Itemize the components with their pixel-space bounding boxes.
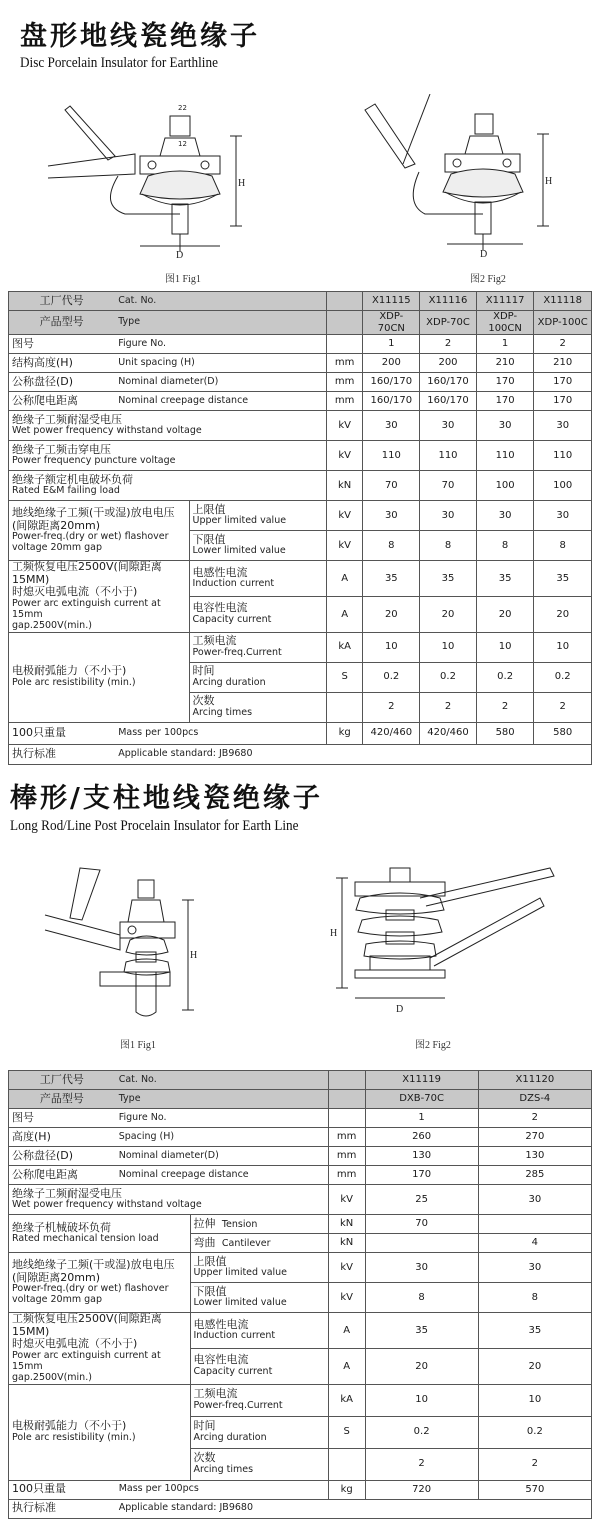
table-row (9, 561, 592, 597)
table-cell: 35 (478, 1313, 591, 1349)
table-cell: 110 (363, 441, 420, 471)
row-unit: kg (328, 1480, 365, 1499)
table-cell: 210 (534, 354, 592, 373)
type-cell: XDP-70C (420, 311, 477, 335)
table-row (9, 1499, 592, 1518)
mass-label-zh: 100只重量 (9, 1480, 116, 1499)
table-row (9, 1185, 592, 1215)
cat-no-label-en: Cat. No. (115, 1071, 328, 1090)
table-cell (478, 1215, 591, 1234)
table-cell: 2 (476, 692, 534, 722)
row-label-en: Wet power frequency withstand voltage (12, 425, 202, 437)
type-cell: XDP-100CN (476, 311, 534, 335)
fig2-h-label: H (330, 928, 338, 939)
arc-label-en: Power arc extinguish current at 15mm (12, 597, 161, 620)
row-label-zh: 图号 (9, 335, 115, 354)
table-cell: 210 (476, 354, 534, 373)
long-rod-insulator-spec-table (8, 1070, 592, 1519)
sub-label-zh: 工频电流 (192, 634, 237, 648)
row-label-zh: 绝缘子工频耐湿受电压 (12, 412, 122, 426)
fig2-d-label: D (480, 249, 488, 260)
row-unit (328, 1448, 365, 1480)
table-cell: 100 (476, 471, 534, 501)
flashover-label-zh: 地线绝缘子工频(干或湿)放电电压 (12, 505, 175, 519)
long-rod-insulator-fig1-drawing (40, 860, 240, 1030)
fig1-dim-22: 22 (178, 104, 187, 112)
sub-label-en: Capacity current (193, 1366, 273, 1378)
row-unit (326, 335, 363, 354)
table-row (9, 1109, 592, 1128)
table-cell: 0.2 (478, 1416, 591, 1448)
table-row (9, 1147, 592, 1166)
table-cell: 70 (365, 1215, 478, 1234)
pole-arc-label-en: Pole arc resistibility (min.) (12, 1432, 136, 1444)
table-row (9, 1313, 592, 1349)
table-cell: 170 (476, 392, 534, 411)
sub-label-zh: 工频电流 (193, 1387, 238, 1401)
sub-label-en: Tension (221, 1218, 258, 1230)
table-cell: 170 (534, 392, 592, 411)
section2-fig2-caption: 图2 Fig2 (415, 1040, 451, 1051)
table-cell: 2 (365, 1448, 478, 1480)
row-label-zh: 公称盘径(D) (9, 373, 115, 392)
row-unit: A (328, 1313, 365, 1349)
pole-arc-label-zh: 电极耐弧能力（不小于) (12, 1419, 127, 1433)
row-label-zh: 公称爬电距离 (9, 1166, 116, 1185)
type-cell: DXB-70C (365, 1090, 478, 1109)
table-cell: 270 (478, 1128, 591, 1147)
row-label-en: Spacing (H) (115, 1128, 328, 1147)
flashover-gap-en: voltage 20mm gap (12, 1294, 103, 1306)
row-label-en: Nominal creepage distance (115, 1166, 328, 1185)
row-unit: kV (326, 411, 363, 441)
sub-label-zh: 上限值 (193, 1254, 227, 1268)
row-label-zh: 绝缘子额定机电破坏负荷 (12, 472, 133, 486)
cat-no-label-zh: 工厂代号 (9, 292, 115, 311)
table-cell: 10 (365, 1384, 478, 1416)
table-cell: 160/170 (420, 373, 477, 392)
pole-arc-label-en: Pole arc resistibility (min.) (12, 677, 136, 689)
table-cell: 20 (534, 596, 592, 632)
sub-label-zh: 次数 (193, 1451, 216, 1465)
row-label-en: Figure No. (115, 335, 327, 354)
fig1-dim-12: 12 (178, 140, 187, 148)
table-row (9, 1215, 592, 1234)
table-cell: 2 (478, 1448, 591, 1480)
table-row (9, 501, 592, 531)
table-cell: 2 (420, 692, 477, 722)
table-cell: 110 (420, 441, 477, 471)
row-unit: kV (328, 1283, 365, 1313)
table-cell: 20 (420, 596, 477, 632)
table-cell: 170 (365, 1166, 478, 1185)
row-label-zh: 绝缘子工频耐湿受电压 (12, 1186, 122, 1200)
row-unit: kN (326, 471, 363, 501)
table-cell: 8 (420, 531, 477, 561)
row-label-en: Figure No. (115, 1109, 328, 1128)
table-row (9, 722, 592, 744)
section1-title-zh: 盘形地线瓷绝缘子 (20, 21, 260, 52)
sub-label-en: Power-freq.Current (192, 647, 282, 659)
row-label-en: Power frequency puncture voltage (12, 455, 176, 467)
row-unit: mm (326, 392, 363, 411)
row-label-en: Nominal diameter(D) (115, 1147, 328, 1166)
type-cell: XDP-70CN (363, 311, 420, 335)
sub-label-zh: 电感性电流 (193, 1317, 249, 1331)
table-cell: 1 (365, 1109, 478, 1128)
arc-label2-zh: 时熄灭电弧电流（不小于) (12, 585, 138, 599)
sub-label-en: Arcing times (192, 707, 253, 719)
table-cell: 30 (534, 501, 592, 531)
disc-insulator-spec-table (8, 291, 592, 765)
row-unit: kV (326, 501, 363, 531)
arc-label-zh: 工频恢复电压2500V(间隙距离15MM) (12, 560, 162, 586)
row-unit (328, 1109, 365, 1128)
table-cell: 10 (420, 632, 477, 662)
row-unit: kV (326, 531, 363, 561)
table-row (9, 335, 592, 354)
flashover-gap-zh: (间隙距离20mm) (12, 1270, 101, 1284)
arc-label-en: Power arc extinguish current at 15mm (12, 1349, 161, 1372)
table-cell: 30 (534, 411, 592, 441)
table-cell: 0.2 (420, 662, 477, 692)
table-cell: 8 (478, 1283, 591, 1313)
table-cell (365, 1234, 478, 1253)
row-unit: S (326, 662, 363, 692)
row-unit (326, 692, 363, 722)
row-unit: kV (328, 1185, 365, 1215)
type-label-zh: 产品型号 (9, 311, 115, 335)
table-cell: 580 (476, 722, 534, 744)
sub-label-zh: 上限值 (192, 502, 226, 516)
row-unit: A (326, 561, 363, 597)
table-cell: 580 (534, 722, 592, 744)
table-cell: 30 (420, 411, 477, 441)
standard-label-en: Applicable standard: JB9680 (115, 744, 592, 764)
fig2-d-label: D (396, 1004, 404, 1015)
mech-label-zh: 绝缘子机械破坏负荷 (12, 1220, 111, 1234)
table-cell: 420/460 (420, 722, 477, 744)
flashover-gap-en: voltage 20mm gap (12, 542, 103, 554)
table-cell: 2 (534, 335, 592, 354)
table-cell: 100 (534, 471, 592, 501)
table-cell: 285 (478, 1166, 591, 1185)
row-unit: kg (326, 722, 363, 744)
table-cell: 20 (478, 1348, 591, 1384)
row-unit: A (326, 596, 363, 632)
table-cell: 2 (420, 335, 477, 354)
table-cell: 130 (478, 1147, 591, 1166)
row-unit: mm (328, 1166, 365, 1185)
table-header-row-type (9, 1090, 592, 1109)
section1-fig2-caption: 图2 Fig2 (470, 274, 506, 285)
row-unit: S (328, 1416, 365, 1448)
table-cell: 160/170 (420, 392, 477, 411)
sub-label-en: Upper limited value (192, 515, 287, 527)
table-cell: 8 (363, 531, 420, 561)
mass-label-en: Mass per 100pcs (115, 722, 327, 744)
section2-title-en: Long Rod/Line Post Procelain Insulator for Earth Line (10, 818, 299, 834)
type-label-en: Type (115, 311, 327, 335)
table-cell: 35 (363, 561, 420, 597)
sub-label-zh: 电容性电流 (192, 601, 248, 615)
table-cell: 200 (363, 354, 420, 373)
table-cell: 30 (478, 1185, 591, 1215)
line-post-insulator-fig2-drawing (330, 858, 560, 1018)
row-label-en: Unit spacing (H) (115, 354, 327, 373)
arc-label-zh: 工频恢复电压2500V(间隙距离15MM) (12, 1312, 162, 1338)
row-unit: mm (328, 1128, 365, 1147)
standard-label-zh: 执行标准 (9, 1499, 116, 1518)
table-row (9, 471, 592, 501)
table-cell: 160/170 (363, 373, 420, 392)
sub-label-en: Capacity current (192, 614, 272, 626)
table-row (9, 411, 592, 441)
table-cell: 110 (534, 441, 592, 471)
table-cell: 0.2 (363, 662, 420, 692)
sub-label-en: Upper limited value (193, 1267, 288, 1279)
row-unit: kV (326, 441, 363, 471)
table-row (9, 744, 592, 764)
table-cell: 8 (534, 531, 592, 561)
table-header-row-cat (9, 292, 592, 311)
table-cell: 10 (534, 632, 592, 662)
section2-fig1-caption: 图1 Fig1 (120, 1040, 156, 1051)
flashover-label-en: Power-freq.(dry or wet) flashover (12, 531, 169, 543)
arc-label2-zh: 时熄灭电弧电流（不小于) (12, 1337, 138, 1351)
table-cell: 70 (363, 471, 420, 501)
table-row (9, 392, 592, 411)
table-cell: 8 (365, 1283, 478, 1313)
table-row (9, 373, 592, 392)
section1-fig1-caption: 图1 Fig1 (165, 274, 201, 285)
table-row (9, 1166, 592, 1185)
row-label-en: Nominal creepage distance (115, 392, 327, 411)
table-cell: 20 (476, 596, 534, 632)
table-cell: 170 (534, 373, 592, 392)
row-label-en: Nominal diameter(D) (115, 373, 327, 392)
table-cell: 20 (365, 1348, 478, 1384)
table-cell: 0.2 (476, 662, 534, 692)
table-cell: 30 (365, 1253, 478, 1283)
table-cell: 0.2 (534, 662, 592, 692)
row-label-zh: 图号 (9, 1109, 116, 1128)
table-cell: 110 (476, 441, 534, 471)
table-cell: 70 (420, 471, 477, 501)
sub-label-en: Lower limited value (192, 545, 286, 557)
type-label-en: Type (115, 1090, 328, 1109)
table-cell: 170 (476, 373, 534, 392)
section1-title-en: Disc Porcelain Insulator for Earthline (20, 55, 218, 71)
sub-label-zh: 弯曲 (193, 1235, 216, 1249)
table-row (9, 441, 592, 471)
sub-label-zh: 电容性电流 (193, 1353, 249, 1367)
cat-no-cell: X11119 (365, 1071, 478, 1090)
table-header-row-type (9, 311, 592, 335)
flashover-gap-zh: (间隙距离20mm) (12, 518, 101, 532)
table-cell: 720 (365, 1480, 478, 1499)
table-cell: 260 (365, 1128, 478, 1147)
sub-label-en: Arcing duration (192, 677, 266, 689)
table-cell: 30 (363, 411, 420, 441)
standard-label-zh: 执行标准 (9, 744, 115, 764)
row-unit: kN (328, 1234, 365, 1253)
standard-label-en: Applicable standard: JB9680 (115, 1499, 591, 1518)
flashover-label-zh: 地线绝缘子工频(干或湿)放电电压 (12, 1257, 175, 1271)
table-cell: 0.2 (365, 1416, 478, 1448)
table-row (9, 1384, 592, 1416)
table-cell: 30 (476, 501, 534, 531)
cat-no-cell: X11115 (363, 292, 420, 311)
row-unit: kA (326, 632, 363, 662)
sub-label-zh: 下限值 (193, 1284, 227, 1298)
table-cell: 30 (363, 501, 420, 531)
cat-no-label-en: Cat. No. (115, 292, 327, 311)
cat-no-label-zh: 工厂代号 (9, 1071, 116, 1090)
table-row (9, 632, 592, 662)
table-cell: 30 (420, 501, 477, 531)
type-label-zh: 产品型号 (9, 1090, 116, 1109)
type-cell: XDP-100C (534, 311, 592, 335)
arc-label2-en: gap.2500V(min.) (12, 619, 92, 631)
row-unit: kN (328, 1215, 365, 1234)
table-header-row-cat (9, 1071, 592, 1090)
table-cell: 35 (420, 561, 477, 597)
row-label-zh: 公称爬电距离 (9, 392, 115, 411)
table-cell: 1 (363, 335, 420, 354)
table-row (9, 1480, 592, 1499)
sub-label-en: Cantilever (221, 1237, 271, 1249)
sub-label-zh: 次数 (192, 694, 215, 708)
row-unit: mm (328, 1147, 365, 1166)
table-cell: 420/460 (363, 722, 420, 744)
fig1-h-label: H (238, 178, 246, 189)
sub-label-en: Arcing times (193, 1464, 254, 1476)
sub-label-en: Lower limited value (193, 1297, 287, 1309)
table-row (9, 354, 592, 373)
mass-label-zh: 100只重量 (9, 722, 115, 744)
table-cell: 200 (420, 354, 477, 373)
table-cell: 1 (476, 335, 534, 354)
cat-no-cell: X11118 (534, 292, 592, 311)
table-cell: 20 (363, 596, 420, 632)
table-cell: 35 (365, 1313, 478, 1349)
sub-label-zh: 拉伸 (193, 1216, 216, 1230)
row-label-zh: 高度(H) (9, 1128, 116, 1147)
table-cell: 570 (478, 1480, 591, 1499)
cat-no-cell: X11120 (478, 1071, 591, 1090)
fig1-h-label: H (190, 950, 198, 961)
sub-label-zh: 下限值 (192, 532, 226, 546)
sub-label-en: Power-freq.Current (193, 1400, 283, 1412)
mech-label-en: Rated mechanical tension load (12, 1233, 159, 1245)
sub-label-en: Arcing duration (193, 1432, 267, 1444)
cat-no-cell: X11116 (420, 292, 477, 311)
table-cell: 2 (478, 1109, 591, 1128)
mass-label-en: Mass per 100pcs (115, 1480, 328, 1499)
table-cell: 25 (365, 1185, 478, 1215)
row-label-zh: 结构高度(H) (9, 354, 115, 373)
row-label-zh: 公称盘径(D) (9, 1147, 116, 1166)
fig2-h-label: H (545, 176, 553, 187)
table-cell: 8 (476, 531, 534, 561)
sub-label-zh: 电感性电流 (192, 565, 248, 579)
arc-label2-en: gap.2500V(min.) (12, 1371, 92, 1383)
row-unit: kV (328, 1253, 365, 1283)
row-unit: A (328, 1348, 365, 1384)
sub-label-zh: 时间 (192, 664, 215, 678)
table-cell: 30 (476, 411, 534, 441)
row-unit: mm (326, 354, 363, 373)
table-cell: 4 (478, 1234, 591, 1253)
table-cell: 30 (478, 1253, 591, 1283)
sub-label-zh: 时间 (193, 1419, 216, 1433)
row-label-en: Rated E&M failing load (12, 485, 120, 497)
table-cell: 35 (476, 561, 534, 597)
row-label-zh: 绝缘子工频击穿电压 (12, 442, 111, 456)
table-row (9, 1253, 592, 1283)
table-cell: 10 (478, 1384, 591, 1416)
table-cell: 160/170 (363, 392, 420, 411)
row-label-en: Wet power frequency withstand voltage (12, 1199, 202, 1211)
type-cell: DZS-4 (478, 1090, 591, 1109)
row-unit: mm (326, 373, 363, 392)
sub-label-en: Induction current (193, 1330, 276, 1342)
disc-insulator-fig2-drawing (355, 94, 570, 264)
pole-arc-label-zh: 电极耐弧能力（不小于) (12, 664, 127, 678)
table-cell: 2 (534, 692, 592, 722)
table-cell: 10 (363, 632, 420, 662)
table-row (9, 1128, 592, 1147)
table-cell: 10 (476, 632, 534, 662)
disc-insulator-fig1-drawing (40, 96, 270, 266)
fig1-d-label: D (176, 250, 184, 261)
table-cell: 2 (363, 692, 420, 722)
table-cell: 130 (365, 1147, 478, 1166)
sub-label-en: Induction current (192, 578, 275, 590)
flashover-label-en: Power-freq.(dry or wet) flashover (12, 1283, 169, 1295)
cat-no-cell: X11117 (476, 292, 534, 311)
row-unit: kA (328, 1384, 365, 1416)
table-cell: 35 (534, 561, 592, 597)
section2-title-zh: 棒形/支柱地线瓷绝缘子 (10, 783, 323, 814)
